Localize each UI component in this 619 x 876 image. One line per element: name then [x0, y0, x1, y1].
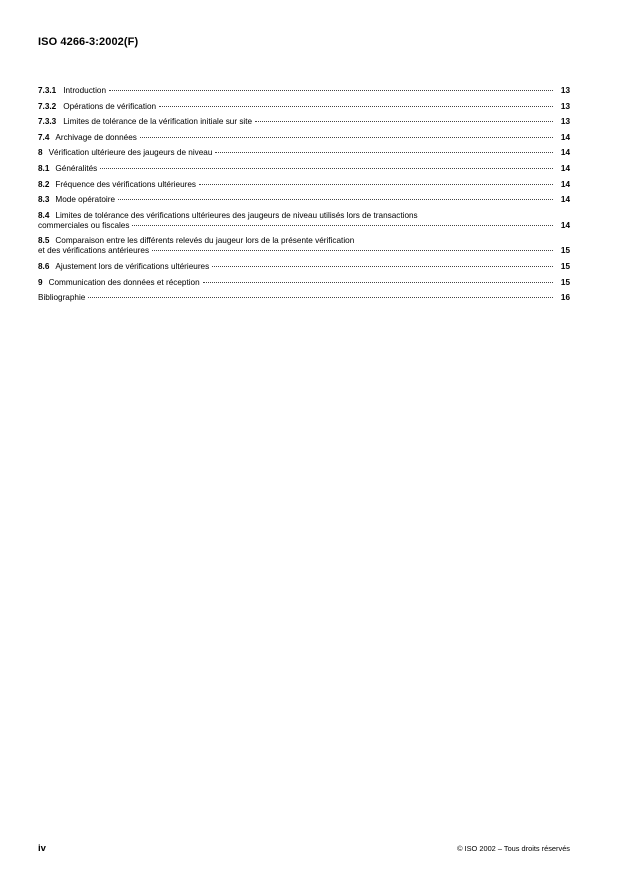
footer-copyright: © ISO 2002 – Tous droits réservés: [457, 844, 570, 853]
toc-page-number: 13: [560, 117, 570, 127]
toc-entry[interactable]: [38, 86, 570, 96]
toc-title-line-2: commerciales ou fiscales: [38, 220, 130, 230]
dot-leader: [140, 136, 553, 138]
toc-entry[interactable]: [38, 262, 570, 272]
toc-page-number: 16: [560, 293, 570, 303]
dot-leader: [199, 183, 553, 185]
dot-leader: [152, 249, 553, 251]
toc-title: Communication des données et réception: [48, 277, 200, 287]
dot-leader: [109, 89, 553, 91]
toc-number: 8.2: [38, 179, 50, 189]
toc-entry[interactable]: [38, 195, 570, 205]
toc-page-number: 13: [560, 86, 570, 95]
footer-page-number: iv: [38, 843, 46, 854]
toc-number: 8.1: [38, 163, 50, 173]
toc-entry[interactable]: [38, 148, 570, 158]
toc-title-line-1: Comparaison entre les différents relevés du jaugeur lors de la présente vérification: [55, 236, 355, 246]
toc-number: 8.3: [38, 195, 50, 205]
toc-page-number: 14: [560, 163, 570, 173]
toc-entry[interactable]: [38, 278, 570, 288]
toc-number: 8.6: [38, 261, 50, 271]
toc-entry[interactable]: [38, 236, 570, 256]
toc-number: 8.5: [38, 236, 50, 246]
toc-title: Introduction: [63, 86, 107, 95]
dot-leader: [159, 105, 553, 107]
toc-page-number: 14: [560, 179, 570, 189]
table-of-contents: [38, 86, 570, 309]
toc-title: Ajustement lors de vérifications ultérieures: [55, 261, 210, 271]
toc-number: 7.4: [38, 132, 50, 142]
dot-leader: [255, 120, 553, 122]
dot-leader: [88, 296, 553, 298]
toc-page-number: 14: [560, 148, 570, 158]
toc-entry[interactable]: [38, 117, 570, 127]
toc-entry[interactable]: [38, 133, 570, 143]
dot-leader: [203, 281, 553, 283]
dot-leader: [132, 224, 553, 226]
toc-page-number: 14: [560, 220, 570, 230]
document-header-title: ISO 4266-3:2002(F): [38, 36, 139, 48]
toc-page-number: 14: [560, 132, 570, 142]
toc-page-number: 15: [560, 261, 570, 271]
toc-title: Fréquence des vérifications ultérieures: [55, 179, 197, 189]
toc-title: Bibliographie: [38, 293, 86, 303]
dot-leader: [212, 265, 553, 267]
toc-title-line-2: et des vérifications antérieures: [38, 246, 150, 256]
toc-number: 7.3.2: [38, 101, 57, 111]
toc-title: Généralités: [55, 163, 98, 173]
toc-number: 7.3.1: [38, 86, 57, 95]
toc-entry[interactable]: [38, 102, 570, 112]
toc-number: 9: [38, 277, 43, 287]
toc-page-number: 15: [560, 277, 570, 287]
toc-title: Opérations de vérification: [63, 101, 157, 111]
toc-title: Limites de tolérance de la vérification initiale sur site: [63, 117, 253, 127]
toc-entry[interactable]: [38, 164, 570, 174]
toc-title-line-1: Limites de tolérance des vérifications ultérieures des jaugeurs de niveau utilisés lors de transactions: [55, 210, 418, 220]
toc-entry[interactable]: [38, 211, 570, 231]
toc-title: Archivage de données: [55, 132, 137, 142]
toc-title: Mode opératoire: [55, 195, 116, 205]
dot-leader: [118, 198, 553, 200]
toc-number: 7.3.3: [38, 117, 57, 127]
dot-leader: [215, 151, 553, 153]
toc-number: 8: [38, 148, 43, 158]
toc-page-number: 14: [560, 195, 570, 205]
toc-entry[interactable]: [38, 293, 570, 303]
toc-title: Vérification ultérieure des jaugeurs de niveau: [48, 148, 213, 158]
toc-entry[interactable]: [38, 180, 570, 190]
dot-leader: [100, 167, 553, 169]
toc-page-number: 13: [560, 101, 570, 111]
toc-page-number: 15: [560, 246, 570, 256]
toc-number: 8.4: [38, 210, 50, 220]
